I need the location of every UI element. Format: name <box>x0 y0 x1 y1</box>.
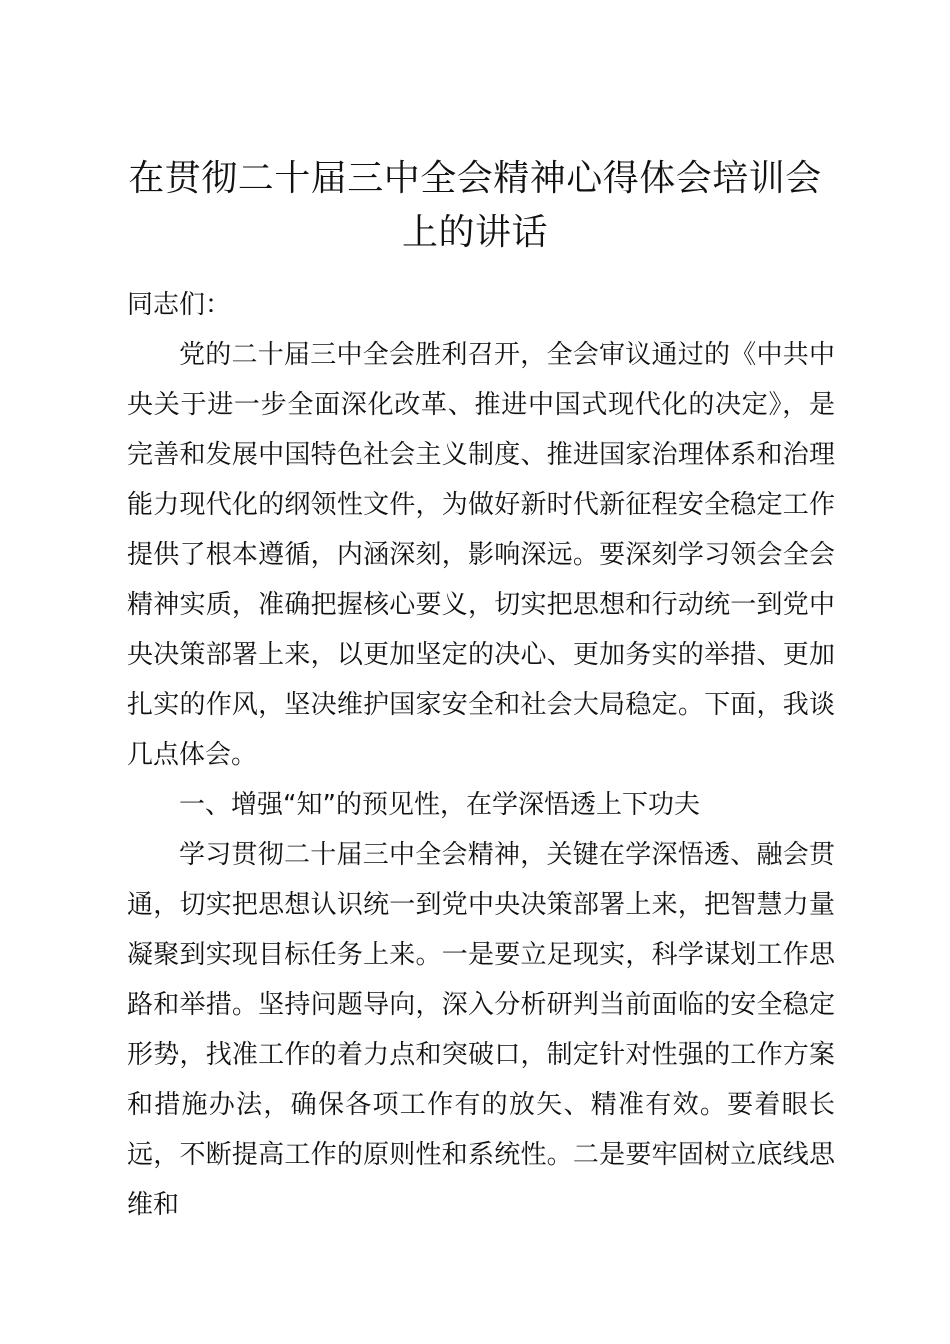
document-body <box>127 280 835 1230</box>
section-heading: 一、增强“知”的预见性，在学深悟透上下功夫 <box>179 790 700 820</box>
document-title: 在贯彻二十届三中全会精神心得体会培训会上的讲话 <box>128 158 822 253</box>
section-paragraph: 学习贯彻二十届三中全会精神，关键在学深悟透、融会贯通，切实把思想认识统一到党中央决策部署上来，把智慧力量凝聚到实现目标任务上来。一是要立足现实，科学谋划工作思路和举措。坚持问题导向，深入分析研判当前面临的安全稳定形势，找准工作的着力点和突破口，制定针对性强的工作方案和措施办法，确保各项工作有的放矢、精准有效。要着眼长远，不断提高工作的原则性和系统性。二是要牢固树立底线思维和 <box>127 840 835 1220</box>
intro-paragraph: 党的二十届三中全会胜利召开，全会审议通过的《中共中央关于进一步全面深化改革、推进中国式现代化的决定》，是完善和发展中国特色社会主义制度、推进国家治理体系和治理能力现代化的纲领性文件，为做好新时代新征程安全稳定工作提供了根本遵循，内涵深刻，影响深远。要深刻学习领会全会精神实质，准确把握核心要义，切实把思想和行动统一到党中央决策部署上来，以更加坚定的决心、更加务实的举措、更加扎实的作风，坚决维护国家安全和社会大局稳定。下面，我谈几点体会。 <box>127 340 835 770</box>
salutation: 同志们： <box>127 290 232 320</box>
